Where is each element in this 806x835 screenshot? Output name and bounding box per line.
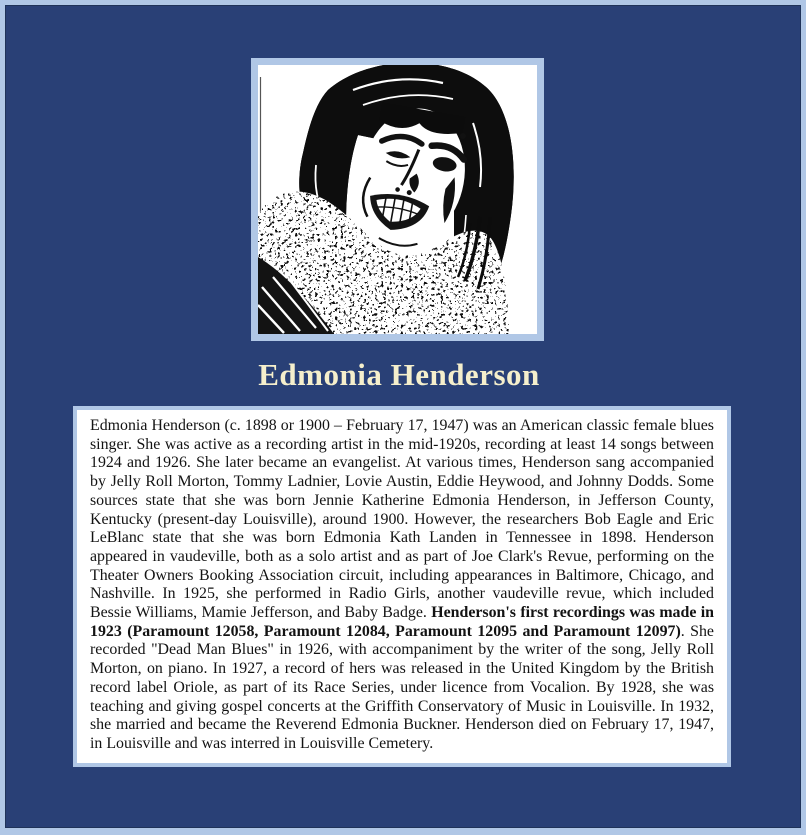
portrait-image — [258, 65, 537, 334]
page-title: Edmonia Henderson — [258, 357, 540, 392]
content-area — [5, 5, 801, 828]
bio-panel — [73, 406, 731, 767]
bio-text-after-bold: . She recorded "Dead Man Blues" in 1926, with accompaniment by the writer of the song, Jelly Roll Morton, on piano. In 1927, a record of hers was released in the United Kingdom by the British record label Oriole, as part of its Race Series, under licence from Vocalion. By 1928, she was teaching and giving gospel concerts at the Griffith Conservatory of Music in Louisville. In 1932, she married and became the Reverend Edmonia Buckner. Henderson died on February 17, 1947, in Louisville and was interred in Louisville Cemetery. — [90, 622, 714, 752]
portrait-frame — [251, 58, 544, 341]
woodcut-portrait-illustration — [258, 65, 537, 334]
bio-text — [90, 417, 714, 754]
bio-text-before-bold: Edmonia Henderson (c. 1898 or 1900 – February 17, 1947) was an American classic female blues singer. She was active as a recording artist in the mid-1920s, recording at least 14 songs between 1924 and 1926. She later became an evangelist. At various times, Henderson sang accompanied by Jelly Roll Morton, Tommy Ladnier, Lovie Austin, Eddie Heywood, and Johnny Dodds. Some sources state that she was born Jennie Katherine Edmonia Henderson, in Jefferson County, Kentucky (present-day Louisville), around 1900. However, the researchers Bob Eagle and Eric LeBlanc state that she was born Edmonia Kath Landen in Tennessee in 1898. Henderson appeared in vaudeville, both as a solo artist and as part of Joe Clark's Revue, performing on the Theater Owners Booking Association circuit, including appearances in Baltimore, Chicago, and Nashville. In 1925, she performed in Radio Girls, another vaudeville revue, which included Bessie Williams, Mamie Jefferson, and Baby Badge. — [90, 417, 714, 622]
bio-text-bold-recordings: Henderson's first recordings was made in 1923 (Paramount 12058, Paramount 12084, Paramount 12095 and Paramount 12097) — [90, 604, 714, 640]
